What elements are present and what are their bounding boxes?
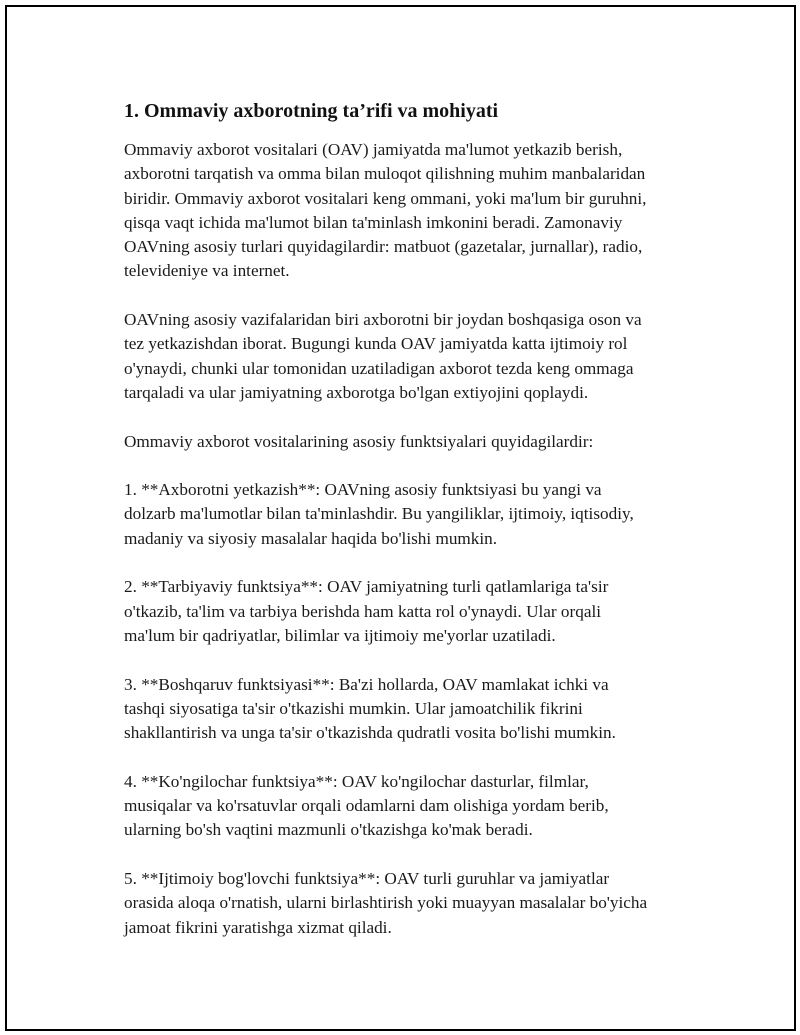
text-line: ularning bo'sh vaqtini mazmunli o'tkazishga ko'mak beradi.: [124, 820, 533, 840]
text-line: 2. **Tarbiyaviy funktsiya**: OAV jamiyatning turli qatlamlariga ta'sir: [124, 577, 609, 597]
text-line: 4. **Ko'ngilochar funktsiya**: OAV ko'ngilochar dasturlar, filmlar,: [124, 771, 589, 791]
list-item-function-1: [119, 478, 719, 551]
text-line: OAVning asosiy vazifalaridan biri axborotni bir joydan boshqasiga oson va: [124, 310, 642, 330]
text-line: televideniye va internet.: [124, 261, 290, 281]
list-item-function-2: [119, 575, 719, 648]
text-line: dolzarb ma'lumotlar bilan ta'minlashdir. Bu yangiliklar, ijtimoiy, iqtisodiy,: [124, 504, 634, 524]
text-line: tez yetkazishdan iborat. Bugungi kunda OAV jamiyatda katta ijtimoiy rol: [124, 334, 628, 354]
text-line: tarqaladi va ular jamiyatning axborotga bo'lgan extiyojini qoplaydi.: [124, 382, 589, 402]
text-line: biridir. Ommaviy axborot vositalari keng ommani, yoki ma'lum bir guruhni,: [124, 188, 647, 208]
text-line: tashqi siyosatiga ta'sir o'tkazishi mumkin. Ular jamoatchilik fikrini: [124, 698, 583, 718]
text-line: orasida aloqa o'rnatish, ularni birlashtirish yoki muayyan masalalar bo'yicha: [124, 893, 648, 913]
document-body: [119, 97, 719, 940]
page-frame: [5, 5, 796, 1031]
text-line: Ommaviy axborot vositalarining asosiy funktsiyalari quyidagilardir:: [124, 431, 594, 451]
list-item-function-5: [119, 867, 719, 940]
text-line: Ommaviy axborot vositalari (OAV) jamiyatda ma'lumot yetkazib berish,: [124, 140, 623, 159]
text-line: madaniy va siyosiy masalalar haqida bo'lishi mumkin.: [124, 528, 498, 548]
text-line: 3. **Boshqaruv funktsiyasi**: Ba'zi hollarda, OAV mamlakat ichki va: [124, 674, 609, 694]
text-line: 1. **Axborotni yetkazish**: OAVning asosiy funktsiyasi bu yangi va: [124, 480, 602, 500]
list-item-function-3: [119, 673, 719, 746]
text-line: qisqa vaqt ichida ma'lumot bilan ta'minlash imkonini beradi. Zamonaviy: [124, 212, 623, 232]
text-line: 5. **Ijtimoiy bog'lovchi funktsiya**: OAV turli guruhlar va jamiyatlar: [124, 868, 610, 888]
text-line: o'ynaydi, chunki ular tomonidan uzatiladigan axborot tezda keng ommaga: [124, 358, 634, 378]
text-line: ma'lum bir qadriyatlar, bilimlar va ijtimoiy me'yorlar uzatiladi.: [124, 625, 556, 645]
text-line: shakllantirish va unga ta'sir o'tkazishda qudratli vosita bo'lishi mumkin.: [124, 723, 616, 743]
list-item-function-4: [119, 770, 719, 843]
text-line: musiqalar va ko'rsatuvlar orqali odamlarni dam olishiga yordam berib,: [124, 796, 609, 816]
text-line: axborotni tarqatish va omma bilan muloqot qilishning muhim manbalaridan: [124, 164, 646, 184]
paragraph-functions-intro: [119, 430, 719, 454]
paragraph-oav-definition: [119, 138, 719, 284]
section-heading: 1. Ommaviy axborotning ta’rifi va mohiyati: [124, 100, 499, 122]
text-line: OAVning asosiy turlari quyidagilardir: matbuot (gazetalar, jurnallar), radio,: [124, 237, 643, 257]
text-line: o'tkazib, ta'lim va tarbiya berishda ham katta rol o'ynaydi. Ular orqali: [124, 601, 602, 621]
paragraph-oav-tasks: [119, 308, 719, 405]
text-line: jamoat fikrini yaratishga xizmat qiladi.: [124, 917, 392, 937]
